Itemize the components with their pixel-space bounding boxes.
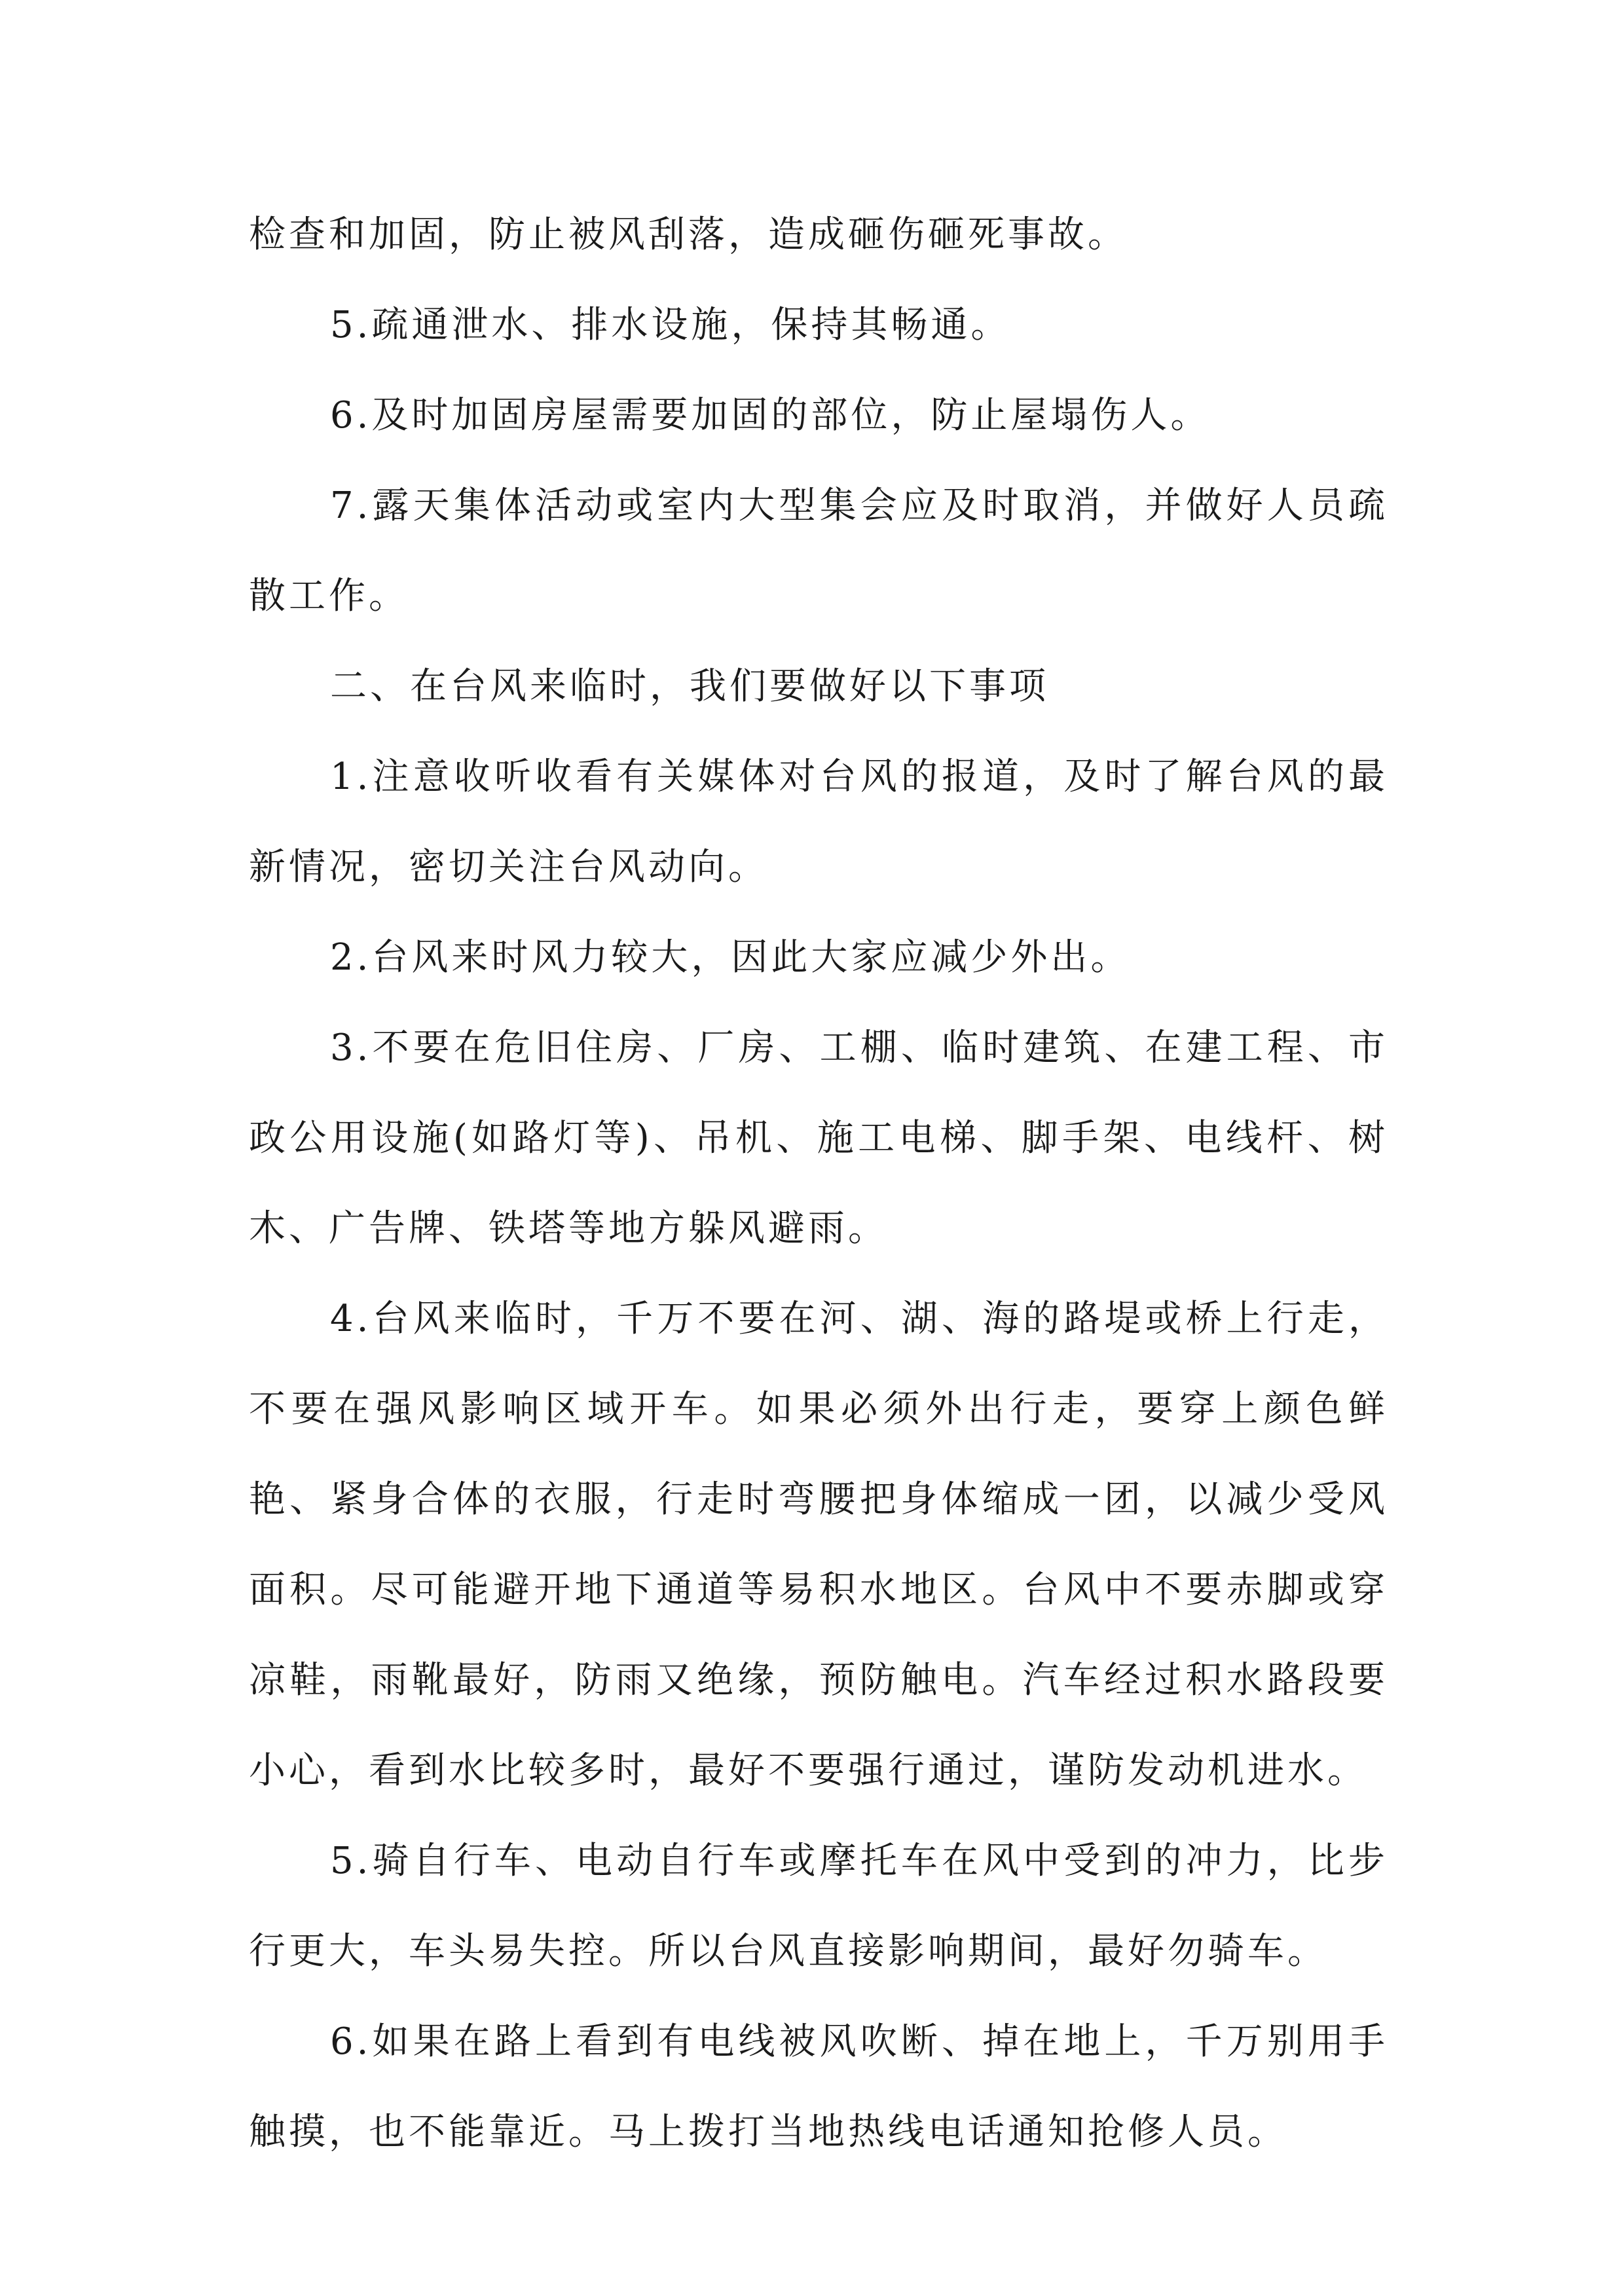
- paragraph-item-5-drainage: 5.疏通泄水、排水设施，保持其畅通。: [330, 304, 1011, 346]
- paragraph-item-6-power-lines: 6.如果在路上看到有电线被风吹断、掉在地上，千万别用手触摸，也不能靠近。马上拨打当地热线电话通知抢修人员。: [249, 2020, 1388, 2153]
- paragraph-item-2-go-out: 2.台风来时风力较大，因此大家应减少外出。: [330, 936, 1131, 979]
- paragraph-item-6-housing: 6.及时加固房屋需要加固的部位，防止屋塌伤人。: [330, 394, 1211, 437]
- document-body: [249, 190, 1388, 2178]
- paragraph-item-4-walking: 4.台风来临时，千万不要在河、湖、海的路堤或桥上行走，不要在强风影响区域开车。如果必须外出行走，要穿上颜色鲜艳、紧身合体的衣服，行走时弯腰把身体缩成一团，以减少受风面积。尽可能避开地下通道等易积水地区。台风中不要赤脚或穿凉鞋，雨靴最好，防雨又绝缘，预防触电。汽车经过积水路段要小心，看到水比较多时，最好不要强行通过，谨防发动机进水。: [249, 1298, 1388, 1792]
- paragraph-item-3-shelter: 3.不要在危旧住房、厂房、工棚、临时建筑、在建工程、市政公用设施(如路灯等)、吊机、施工电梯、脚手架、电线杆、树木、广告牌、铁塔等地方躲风避雨。: [249, 1027, 1388, 1250]
- paragraph-item-1-media: 1.注意收听收看有关媒体对台风的报道，及时了解台风的最新情况，密切关注台风动向。: [249, 756, 1388, 888]
- paragraph-item-5-cycling: 5.骑自行车、电动自行车或摩托车在风中受到的冲力，比步行更大，车头易失控。所以台风直接影响期间，最好勿骑车。: [249, 1840, 1388, 1973]
- paragraph-continuation: 检查和加固，防止被风刮落，造成砸伤砸死事故。: [249, 213, 1128, 256]
- section-heading-2: 二、在台风来临时，我们要做好以下事项: [330, 665, 1049, 708]
- paragraph-item-7-gatherings: 7.露天集体活动或室内大型集会应及时取消，并做好人员疏散工作。: [249, 484, 1388, 617]
